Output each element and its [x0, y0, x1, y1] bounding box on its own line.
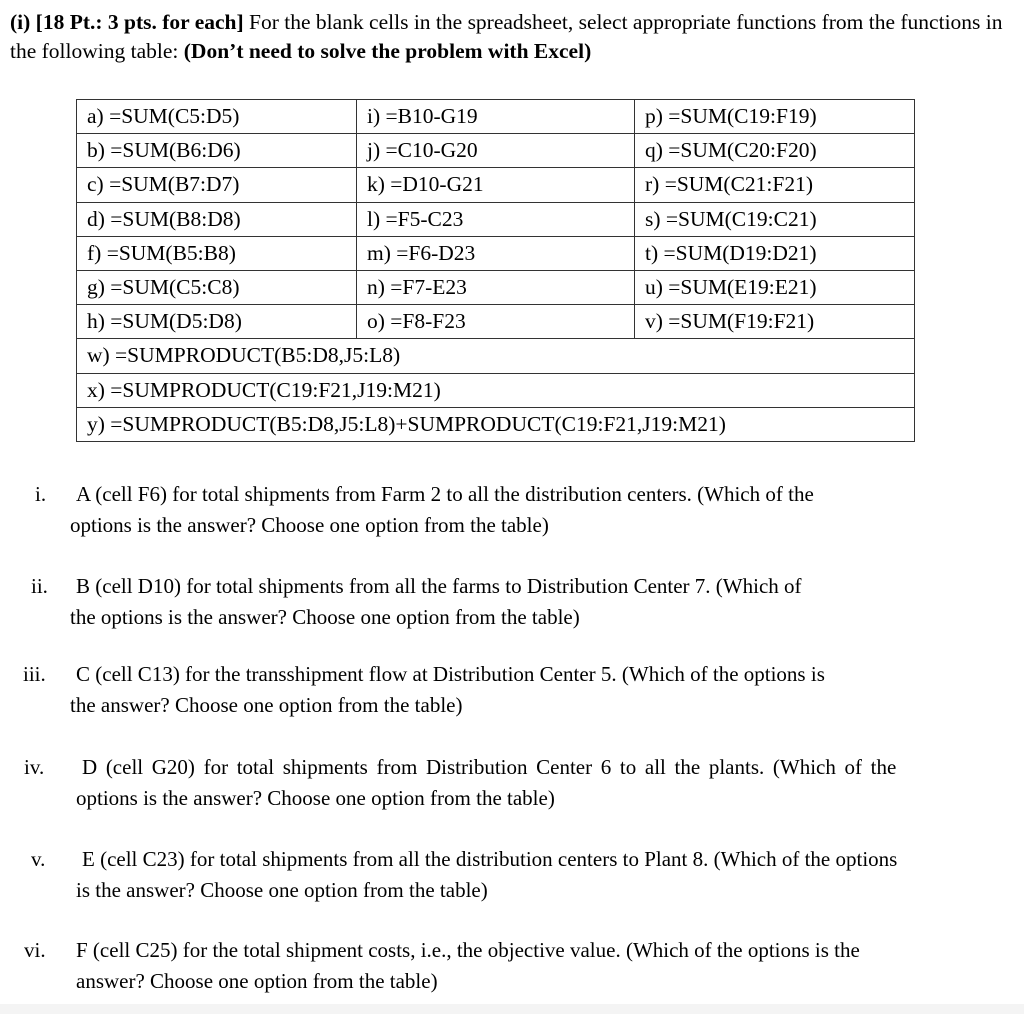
option-l: l) =F5-C23: [357, 202, 635, 236]
question-number: iv.: [24, 755, 45, 779]
option-v: v) =SUM(F19:F21): [635, 305, 915, 339]
question-number: i.: [35, 482, 47, 506]
question-number: ii.: [31, 574, 48, 598]
question-number: vi.: [24, 938, 46, 962]
table-row: [77, 407, 915, 441]
table-row: [77, 236, 915, 270]
question-line-1: F (cell C25) for the total shipment costs, i.e., the objective value. (Which of the options is the: [76, 938, 860, 962]
bottom-edge: [0, 1004, 1024, 1014]
option-s: s) =SUM(C19:C21): [635, 202, 915, 236]
option-p: p) =SUM(C19:F19): [635, 100, 915, 134]
option-m: m) =F6-D23: [357, 236, 635, 270]
note-text: (Don’t need to solve the problem with Excel): [183, 39, 592, 63]
question-number: iii.: [23, 662, 46, 686]
question-ii: [0, 571, 1024, 633]
question-number: v.: [31, 847, 46, 871]
option-y: y) =SUMPRODUCT(B5:D8,J5:L8)+SUMPRODUCT(C19:F21,J19:M21): [77, 407, 915, 441]
option-o: o) =F8-F23: [357, 305, 635, 339]
option-x: x) =SUMPRODUCT(C19:F21,J19:M21): [77, 373, 915, 407]
option-k: k) =D10-G21: [357, 168, 635, 202]
question-line-1: C (cell C13) for the transshipment flow at Distribution Center 5. (Which of the options is: [76, 662, 825, 686]
question-line-2: the answer? Choose one option from the table): [70, 693, 463, 717]
table-row: [77, 339, 915, 373]
option-w: w) =SUMPRODUCT(B5:D8,J5:L8): [77, 339, 915, 373]
table-row: [77, 305, 915, 339]
option-h: h) =SUM(D5:D8): [77, 305, 357, 339]
question-iii: [0, 659, 1024, 721]
question-vi: [0, 935, 1024, 997]
table-row: [77, 270, 915, 304]
question-line-2: is the answer? Choose one option from the table): [76, 878, 488, 902]
question-v: [0, 844, 1024, 906]
question-line-2: options is the answer? Choose one option from the table): [76, 786, 555, 810]
option-f: f) =SUM(B5:B8): [77, 236, 357, 270]
part-label: (i) [18 Pt.: 3 pts. for each]: [10, 10, 244, 34]
question-line-1: A (cell F6) for total shipments from Farm 2 to all the distribution centers. (Which of the: [76, 482, 814, 506]
table-row: [77, 373, 915, 407]
table-row: [77, 202, 915, 236]
option-n: n) =F7-E23: [357, 270, 635, 304]
question-line-1: B (cell D10) for total shipments from all the farms to Distribution Center 7. (Which of: [76, 574, 802, 598]
question-iv: [0, 752, 1024, 814]
intro-text: For the blank cells in the spreadsheet, select appropriate functions from the functions in the following table:: [10, 10, 1003, 63]
option-i: i) =B10-G19: [357, 100, 635, 134]
table-row: [77, 168, 915, 202]
question-line-1: E (cell C23) for total shipments from all the distribution centers to Plant 8. (Which of the options: [82, 847, 898, 871]
question-header: [10, 8, 1010, 66]
option-d: d) =SUM(B8:D8): [77, 202, 357, 236]
question-line-2: options is the answer? Choose one option from the table): [70, 513, 549, 537]
question-line-2: answer? Choose one option from the table): [76, 969, 438, 993]
function-options-table: [76, 99, 915, 442]
option-q: q) =SUM(C20:F20): [635, 134, 915, 168]
option-j: j) =C10-G20: [357, 134, 635, 168]
question-line-1: D (cell G20) for total shipments from Distribution Center 6 to all the plants. (Which of the: [82, 755, 897, 779]
option-b: b) =SUM(B6:D6): [77, 134, 357, 168]
option-t: t) =SUM(D19:D21): [635, 236, 915, 270]
option-c: c) =SUM(B7:D7): [77, 168, 357, 202]
question-line-2: the options is the answer? Choose one option from the table): [70, 605, 580, 629]
option-a: a) =SUM(C5:D5): [77, 100, 357, 134]
table-row: [77, 100, 915, 134]
option-r: r) =SUM(C21:F21): [635, 168, 915, 202]
option-u: u) =SUM(E19:E21): [635, 270, 915, 304]
option-g: g) =SUM(C5:C8): [77, 270, 357, 304]
question-i: [0, 479, 1024, 541]
table-row: [77, 134, 915, 168]
